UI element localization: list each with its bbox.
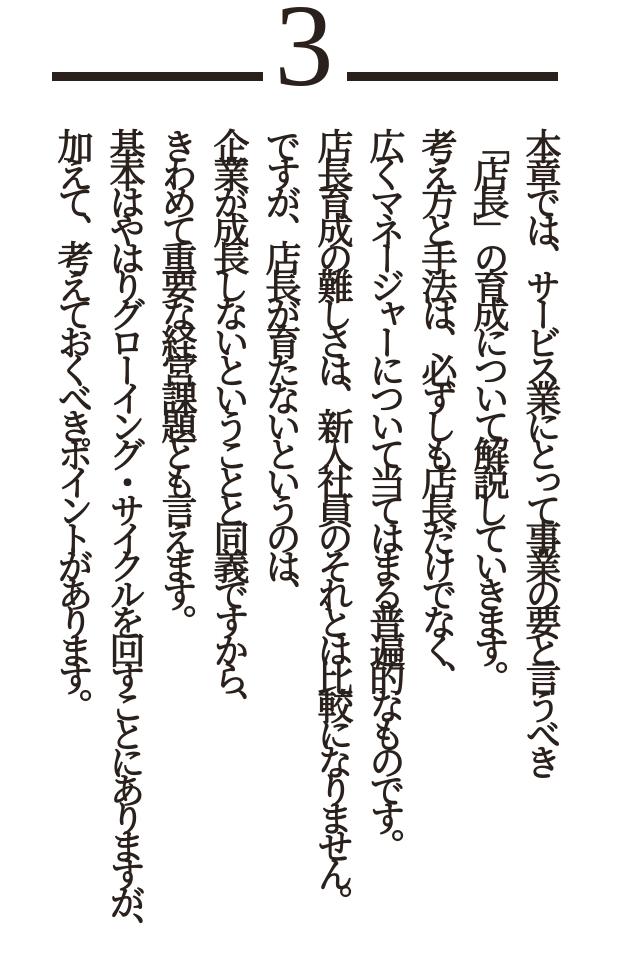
text-column: 加えて、考えておくべきポイントがあります。 — [53, 128, 94, 716]
text-column: 企業が成長しないということと同義ですから、 — [209, 128, 250, 716]
text-column: 「店長」の育成について解説していきます。 — [469, 128, 510, 688]
chapter-rule-right — [347, 72, 558, 81]
text-column: ですが、店長が育たないというのは、 — [261, 128, 302, 604]
text-column: 広くマネージャーについて当てはまる普遍的なものです。 — [365, 128, 406, 856]
text-column: 本章では、サービス業にとって事業の要と言うべき — [521, 128, 562, 772]
chapter-header — [0, 0, 642, 120]
text-column: 考え方と手法は、必ずしも店長だけでなく、 — [417, 128, 458, 688]
text-column: きわめて重要な経営課題とも言えます。 — [157, 128, 198, 632]
body-text — [47, 128, 567, 956]
chapter-number: 3 — [274, 0, 334, 111]
text-column: 店長育成の難しさは、新入社員のそれとは比較になりません。 — [313, 128, 354, 912]
text-column: 基本はやはりグローイング・サイクルを回すことにありますが、 — [105, 128, 146, 940]
chapter-rule-left — [52, 72, 263, 81]
